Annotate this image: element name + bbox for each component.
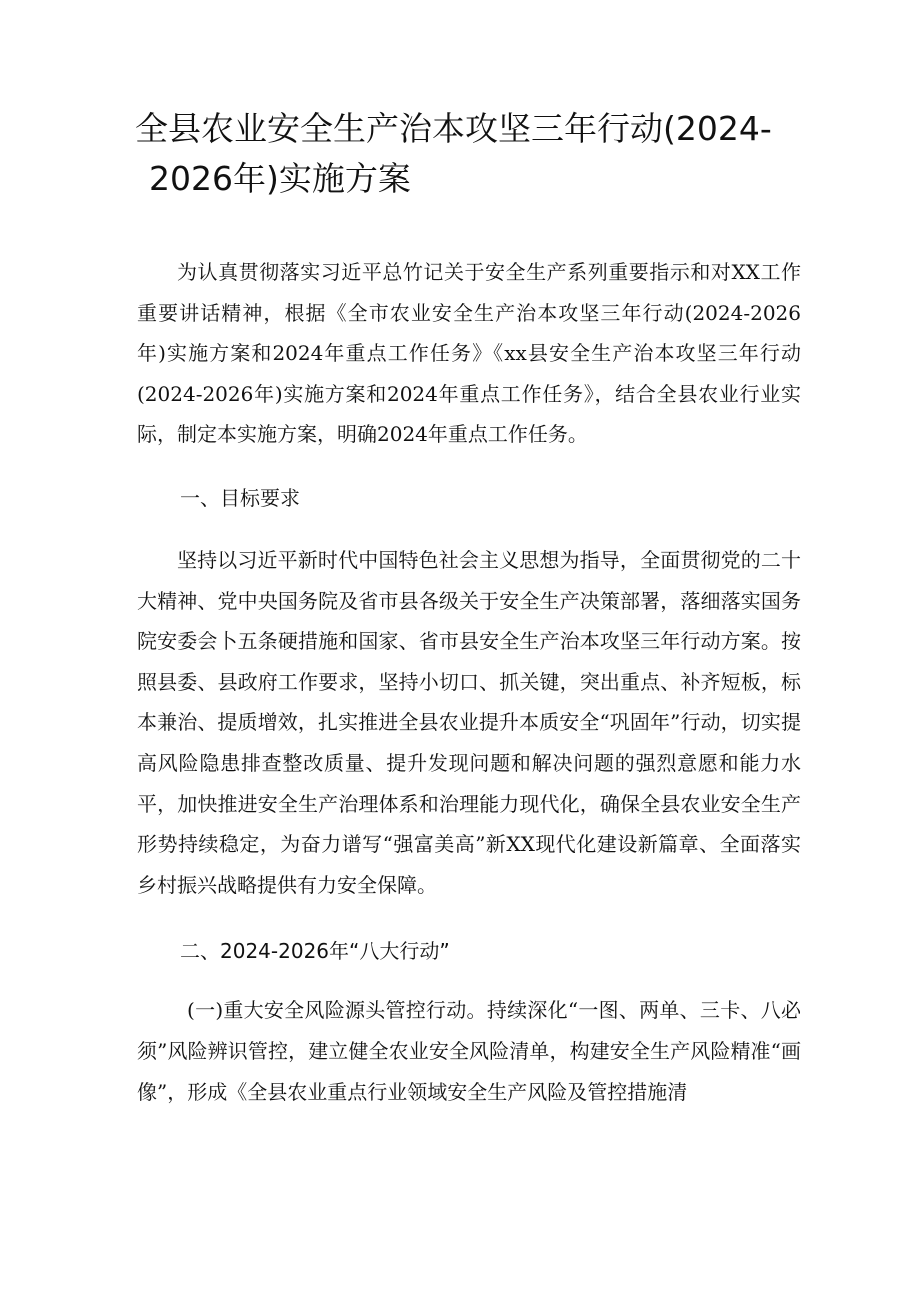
action-item-1-paragraph: (一)重大安全风险源头管控行动。持续深化“一图、两单、三卡、八必须”风险辨识管控，建立健全农业安全风险清单，构建安全生产风险精准“画像”，形成《全县农业重点行业领域安全生产风险及管控措施清 [137,998,801,1104]
goals-paragraph: 坚持以习近平新时代中国特色社会主义思想为指导，全面贯彻党的二十大精神、党中央国务院及省市县各级关于安全生产决策部署，落细落实国务院安委会卜五条硬措施和国家、省市县安全生产治本攻坚三年行动方案。按照县委、县政府工作要求，坚持小切口、抓关键，突出重点、补齐短板，标本兼治、提质增效，扎实推进全县农业提升本质安全“巩固年”行动，切实提高风险隐患排查整改质量、提升发现问题和解决问题的强烈意愿和能力水平，加快推进安全生产治理体系和治理能力现代化，确保全县农业安全生产形势持续稳定，为奋力谱写“强富美高”新XX现代化建设新篇章、全面落实乡村振兴战略提供有力安全保障。 [137,547,801,897]
section-heading-actions: 二、2024-2026年“八大行动” [180,939,450,964]
title-line-2: 2026年)实施方案 [149,159,411,198]
title-line-1: 全县农业安全生产治本攻坚三年行动(2024- [135,109,772,148]
section-heading-goals: 一、目标要求 [180,485,300,510]
document-title [135,104,795,204]
document-body [137,252,801,1112]
intro-paragraph: 为认真贯彻落实习近平总竹记关于安全生产系列重要指示和对XX工作重要讲话精神，根据《全市农业安全生产治本攻坚三年行动(2024-2026年)实施方案和2024年重点工作任务》《xx县安全生产治本攻坚三年行动(2024-2026年)实施方案和2024年重点工作任务》，结合全县农业行业实际，制定本实施方案，明确2024年重点工作任务。 [137,260,801,447]
